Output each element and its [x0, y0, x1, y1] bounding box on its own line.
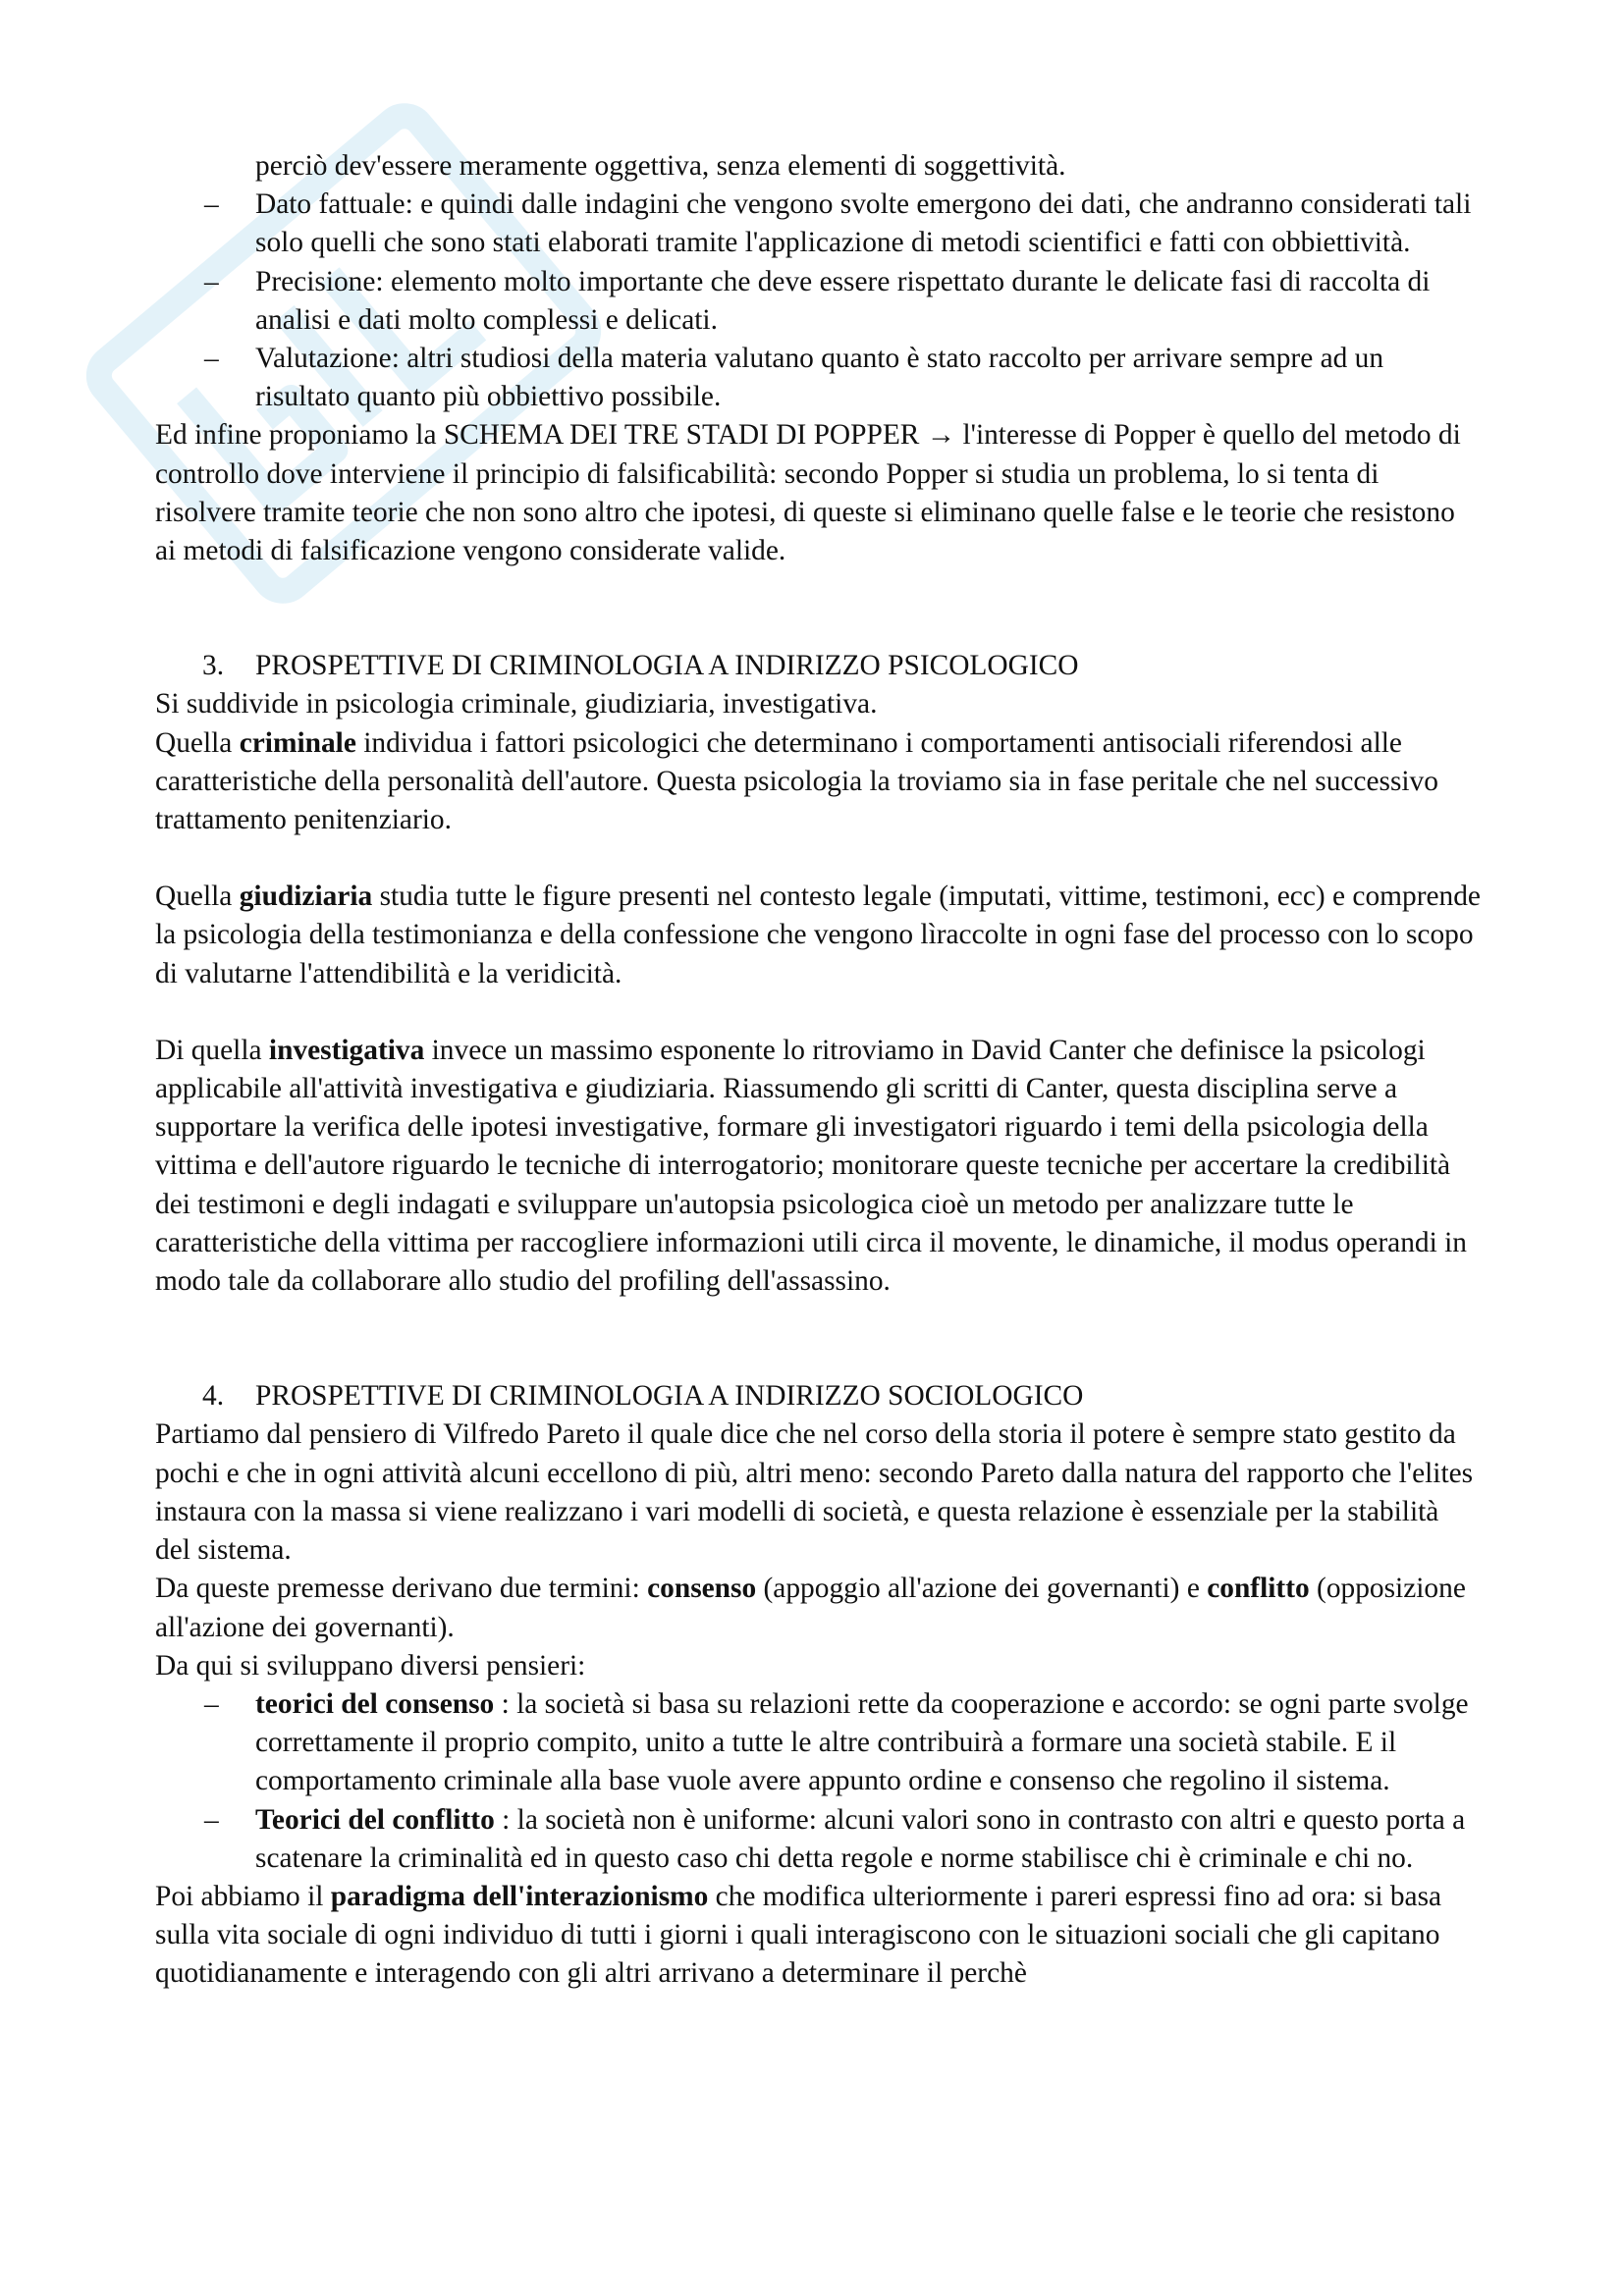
- criminale-paragraph: Quella criminale individua i fattori psicologici che determinano i comportamenti antisociali riferendosi alle caratteristiche della personalità dell'autore. Questa psicologia la troviamo sia in fase peritale che nel successivo trattamento penitenziario.: [155, 726, 1438, 836]
- list-item: – Teorici del conflitto : la società non è uniforme: alcuni valori sono in contrasto con altri e questo porta a scatenare la criminalità ed in questo caso chi detta regole e norme stabilisce chi è criminale e chi no.: [255, 1801, 1481, 1878]
- bold-term: investigativa: [268, 1034, 425, 1066]
- investigativa-paragraph: Di quella investigativa invece un massimo esponente lo ritroviamo in David Canter che definisce la psicologi applicabile all'attività investigativa e giudiziaria. Riassumendo gli scritti di Canter, questa disciplina serve a supportare la verifica delle ipotesi investigative, formare gli investigatori riguardo i temi della psicologia della vittima e dell'autore riguardo le tecniche di interrogatorio; monitorare queste tecniche per accertare la credibilità dei testimoni e degli indagati e sviluppare un'autopsia psicologica cioè un metodo per analizzare tutte le caratteristiche della vittima per raccogliere informazioni utili circa il movente, le dinamiche, il modus operandi in modo tale da collaborare allo studio del profiling dell'assassino.: [155, 1034, 1467, 1298]
- continuation-text: perciò dev'essere meramente oggettiva, senza elementi di soggettività.: [255, 150, 1066, 182]
- list-item-continuation: [255, 147, 1481, 186]
- popper-paragraph: Ed infine proponiamo la SCHEMA DEI TRE STADI DI POPPER → l'interesse di Popper è quello del metodo di controllo dove interviene il principio di falsificabilità: secondo Popper si studia un problema, lo si tenta di risolvere tramite teorie che non sono altro che ipotesi, di queste si eliminano quelle false e le teorie che resistono ai metodi di falsificazione vengono considerate valide.: [155, 419, 1461, 567]
- list-item: – Dato fattuale: e quindi dalle indagini che vengono svolte emergono dei dati, che andranno considerati tali solo quelli che sono stati elaborati tramite l'applicazione di metodi scientifici e fatti con obbiettività.: [255, 186, 1481, 262]
- pareto-paragraph: Partiamo dal pensiero di Vilfredo Pareto il quale dice che nel corso della storia il potere è sempre stato gestito da pochi e che in ogni attività alcuni eccellono di più, altri meno: secondo Pareto dalla natura del rapporto che l'elites instaura con la massa si viene realizzano i vari modelli di società, e questa relazione è essenziale per la stabilità del sistema.: [155, 1418, 1474, 1567]
- theorists-list: [155, 1685, 1481, 1878]
- bold-term: consenso: [647, 1573, 757, 1605]
- bold-term: teorici del consenso: [255, 1687, 495, 1720]
- list-item: – teorici del consenso : la società si basa su relazioni rette da cooperazione e accordo: se ogni parte svolge correttamente il proprio compito, unito a tutte le altre contribuirà a formare una società stabile. E il comportamento criminale alla base vuole avere appunto ordine e consenso che regolino il sistema.: [255, 1685, 1481, 1801]
- bold-term: giudiziaria: [239, 881, 373, 913]
- bold-term: criminale: [239, 726, 356, 759]
- criteria-list: [155, 186, 1481, 416]
- terms-paragraph: Da queste premesse derivano due termini: consenso (appoggio all'azione dei governanti) e conflitto (opposizione all'azione dei governanti).: [155, 1573, 1466, 1643]
- list-item: – Valutazione: altri studiosi della materia valutano quanto è stato raccolto per arrivare sempre ad un risultato quanto più obbiettivo possibile.: [255, 340, 1481, 416]
- interazionismo-paragraph: Poi abbiamo il paradigma dell'interazionismo che modifica ulteriormente i pareri espressi fino ad ora: si basa sulla vita sociale di ogni individuo di tutti i giorni i quali interagiscono con le situazioni sociali che gli capitano quotidianamente e interagendo con gli altri arrivano a determinare il perchè: [155, 1880, 1442, 1990]
- section-3-intro: Si suddivide in psicologia criminale, giudiziaria, investigativa.: [155, 688, 878, 721]
- bold-term: Teorici del conflitto: [255, 1803, 495, 1836]
- list-item: – Precisione: elemento molto importante che deve essere rispettato durante le delicate fasi di raccolta di analisi e dati molto complessi e delicati.: [255, 263, 1481, 340]
- bold-term: conflitto: [1207, 1573, 1310, 1605]
- section-title: PROSPETTIVE DI CRIMINOLOGIA A INDIRIZZO SOCIOLOGICO: [255, 1380, 1084, 1413]
- section-number: 3.: [202, 650, 225, 682]
- thoughts-intro: Da qui si sviluppano diversi pensieri:: [155, 1649, 586, 1682]
- section-title: PROSPETTIVE DI CRIMINOLOGIA A INDIRIZZO PSICOLOGICO: [255, 650, 1079, 682]
- bold-term: paradigma dell'interazionismo: [330, 1880, 709, 1912]
- section-4-heading: [155, 1377, 1481, 1415]
- section-number: 4.: [202, 1380, 225, 1413]
- giudiziaria-paragraph: Quella giudiziaria studia tutte le figure presenti nel contesto legale (imputati, vittime, testimoni, ecc) e comprende la psicologia della testimonianza e della confessione che vengono lìraccolte in ogni fase del processo con lo scopo di valutarne l'attendibilità e la veridicità.: [155, 881, 1481, 989]
- document-page: [155, 147, 1481, 1994]
- section-3-heading: [155, 647, 1481, 685]
- list-continuation: [155, 147, 1481, 186]
